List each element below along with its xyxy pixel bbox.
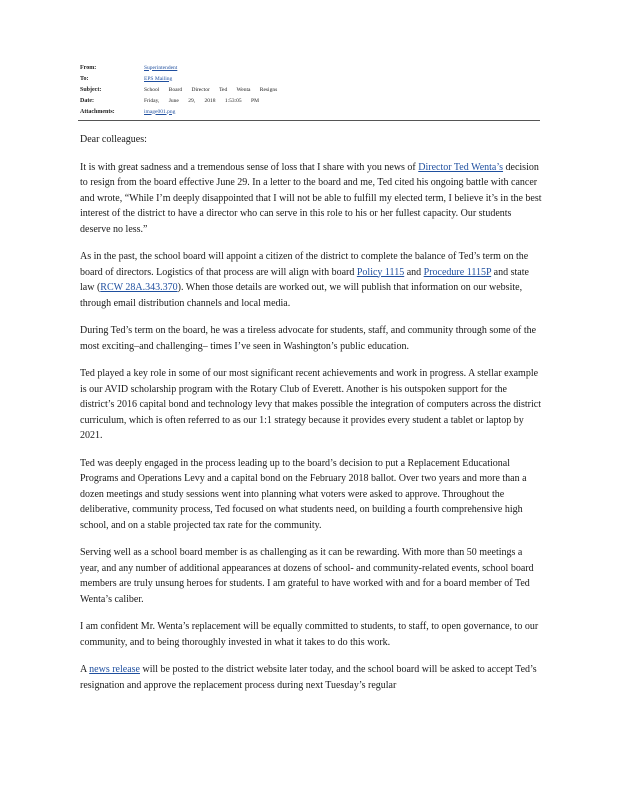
- to-label: To:: [80, 75, 89, 82]
- rcw-link[interactable]: RCW 28A.343.370: [100, 282, 178, 293]
- paragraph-7: I am confident Mr. Wenta’s replacement will be equally committed to students, to staff, to open governance, to our community, and to being thoroughly invested in what it takes to do this work.: [80, 621, 539, 648]
- director-ted-wenta-link[interactable]: Director Ted Wenta’s: [418, 161, 504, 173]
- policy-1115-link[interactable]: Policy 1115: [356, 266, 405, 278]
- attachments-label: Attachments:: [80, 108, 115, 115]
- paragraph-8-text-b: will be posted to the district website later today, and the school board will be asked to accept Ted’s resignation and approve the replacement process during next Tuesday’s regular: [80, 664, 537, 691]
- to-value-link[interactable]: EPS Mailing: [144, 75, 173, 82]
- attachment-link[interactable]: image001.png: [144, 108, 176, 115]
- paragraph-1: [80, 160, 542, 238]
- news-release-link[interactable]: news release: [89, 664, 140, 675]
- subject-value: School Board Director Ted Wenta Resigns: [144, 86, 278, 93]
- paragraph-8: [80, 662, 542, 693]
- paragraph-8-text-a: A: [80, 664, 90, 675]
- header-row-subject: [80, 84, 540, 95]
- date-label: Date:: [80, 97, 94, 104]
- email-header: [80, 62, 540, 117]
- header-divider: [78, 120, 540, 121]
- paragraph-1-text-a: It is with great sadness and a tremendous sense of loss that I share with you news of: [80, 161, 419, 173]
- header-row-attachments: [80, 106, 540, 117]
- from-label: From:: [80, 64, 97, 71]
- paragraph-3: During Ted’s term on the board, he was a tireless advocate for students, staff, and community through some of the most exciting–and challenging– times I’ve seen in Washington’s public education.: [80, 325, 537, 352]
- header-row-date: [80, 95, 540, 106]
- paragraph-4: Ted played a key role in some of our most significant recent achievements and work in progress. A stellar example is our AVID scholarship program with the Rotary Club of Everett. Another is his outspoken support for the district’s 2016 capital bond and technology levy that makes possible the integration of computers across the district curriculum, which is often referred to as our 1:1 strategy because it provides every student a tablet or laptop by 2021.: [80, 368, 542, 441]
- header-row-to: [80, 73, 540, 84]
- subject-label: Subject:: [80, 86, 102, 93]
- header-row-from: [80, 62, 540, 73]
- paragraph-2: [80, 249, 542, 311]
- greeting: Dear colleagues:: [80, 134, 147, 145]
- from-value-link[interactable]: Superintendent: [144, 64, 178, 71]
- paragraph-5: Ted was deeply engaged in the process leading up to the board’s decision to put a Replacement Educational Programs and Operations Levy and a capital bond on the February 2018 ballot. Over two years and more than a dozen meetings and study sessions went into planning what voters were asked to approve. Throughout the deliberative, community process, Ted focused on what students need, on building a fourth comprehensive high school, and on a stable projected tax rate for the community.: [80, 457, 527, 531]
- paragraph-1-text-b: decision to resign from the board effective June 29. In a letter to the board and me, Ted cited his ongoing battle with cancer and wrote, “While I’m deeply disappointed that I will not be able to fulfill my elected term, I believe it’s in the best interest of the district to have a director who can serve in this role to his or her fullest capacity. Our students deserve no less.”: [80, 161, 542, 235]
- email-body: [80, 132, 542, 693]
- paragraph-2-text-d: ). When those details are worked out, we will publish that information on our website, through email distribution channels and local media.: [80, 282, 523, 309]
- paragraph-2-text-a: As in the past, the school board will appoint a citizen of the district to complete the balance of Ted’s term on the board of directors. Logistics of that process are will align with board: [80, 251, 529, 278]
- procedure-1115p-link[interactable]: Procedure 1115P: [423, 266, 492, 278]
- paragraph-2-text-c: and state law (: [80, 266, 529, 293]
- date-value: Friday, June 29, 2018 1:53:05 PM: [144, 97, 259, 104]
- paragraph-6: Serving well as a school board member is as challenging as it can be rewarding. With more than 50 meetings a year, and any number of additional appearances at dozens of school- and community-related events, school board members are truly unsung heroes for students. I am grateful to have worked with and for a board member of Ted Wenta’s caliber.: [80, 547, 534, 605]
- paragraph-2-text-b: and: [404, 266, 424, 278]
